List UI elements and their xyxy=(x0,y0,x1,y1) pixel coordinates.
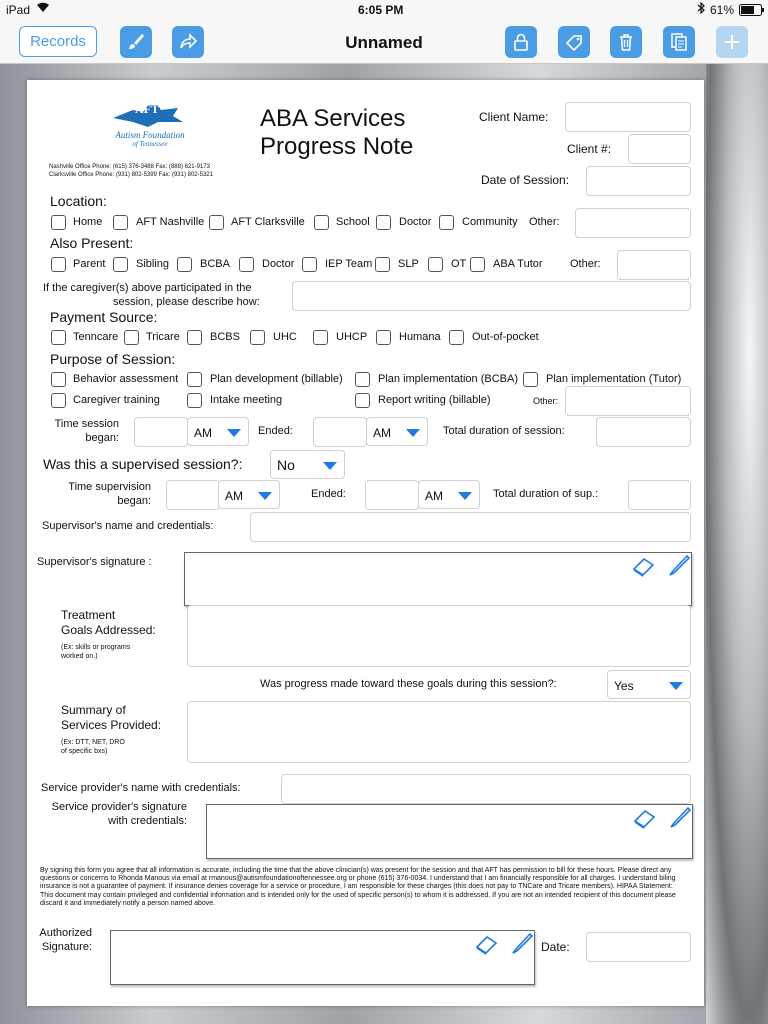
progress-select[interactable] xyxy=(607,670,691,699)
chevron-down-icon xyxy=(669,682,683,690)
chevron-down-icon xyxy=(458,492,472,500)
location-home-checkbox[interactable] xyxy=(51,215,66,230)
caregiver-description-field[interactable] xyxy=(292,281,691,311)
present-slp-label: SLP xyxy=(398,258,419,270)
sup-began-ampm-select[interactable] xyxy=(218,480,280,509)
present-ot-label: OT xyxy=(451,258,467,270)
sup-began-ampm-value: AM xyxy=(225,489,243,503)
present-sibling-checkbox[interactable] xyxy=(113,257,128,272)
location-school-checkbox[interactable] xyxy=(314,215,329,230)
records-button[interactable]: Records xyxy=(19,26,97,57)
caregiver-label-line2: session, please describe how: xyxy=(113,296,260,308)
client-number-label: Client #: xyxy=(567,142,612,156)
present-other-field[interactable] xyxy=(617,250,691,280)
present-sibling-label: Sibling xyxy=(136,258,170,270)
form-title-line2: Progress Note xyxy=(260,133,414,160)
sup-ended-time-field[interactable] xyxy=(365,480,419,510)
present-other-label: Other: xyxy=(570,258,601,270)
location-community-label: Community xyxy=(462,216,518,228)
pen-icon[interactable] xyxy=(665,553,691,579)
session-began-label-line2: began: xyxy=(85,432,119,444)
location-aft-nashville-label: AFT Nashville xyxy=(136,216,205,228)
clarksville-contact: Clarksville Office Phone: (931) 802-5399 Fax: (931) 802-5321 xyxy=(49,172,213,178)
summary-label-line1: Summary of xyxy=(61,703,126,717)
purpose-plan-development-checkbox[interactable] xyxy=(187,372,202,387)
progress-value: Yes xyxy=(614,679,634,693)
payment-tricare-checkbox[interactable] xyxy=(124,330,139,345)
provider-signature-label-line2: with credentials: xyxy=(108,815,187,827)
present-bcba-checkbox[interactable] xyxy=(177,257,192,272)
clock: 6:05 PM xyxy=(358,3,404,17)
supervisor-name-field[interactable] xyxy=(250,512,691,542)
supervised-select[interactable] xyxy=(270,450,345,479)
goals-hint-line1: (Ex: skills or programs xyxy=(61,644,131,651)
signature-tools xyxy=(631,553,691,579)
summary-field[interactable] xyxy=(187,701,691,763)
payment-heading: Payment Source: xyxy=(50,309,158,325)
battery-icon xyxy=(739,4,765,19)
present-iep-team-checkbox[interactable] xyxy=(302,257,317,272)
chevron-down-icon xyxy=(258,492,272,500)
lock-button[interactable] xyxy=(505,26,537,58)
location-other-label: Other: xyxy=(529,216,560,228)
purpose-other-field[interactable] xyxy=(565,386,691,416)
bluetooth-icon xyxy=(697,2,705,17)
supervisor-signature-label: Supervisor's signature : xyxy=(37,556,152,568)
session-duration-field[interactable] xyxy=(596,417,691,447)
toolbar xyxy=(0,20,768,64)
pen-icon[interactable] xyxy=(666,805,692,831)
wifi-icon xyxy=(36,1,50,16)
present-doctor-checkbox[interactable] xyxy=(239,257,254,272)
sup-began-time-field[interactable] xyxy=(166,480,220,510)
client-number-field[interactable] xyxy=(628,134,691,164)
authorized-label-line2: Signature: xyxy=(41,941,92,953)
trash-icon xyxy=(616,32,636,52)
purpose-behavior-assessment-label: Behavior assessment xyxy=(73,373,179,385)
purpose-report-writing-label: Report writing (billable) xyxy=(378,394,491,406)
purpose-plan-implementation-bcba-label: Plan implementation (BCBA) xyxy=(378,373,519,385)
purpose-caregiver-training-checkbox[interactable] xyxy=(51,393,66,408)
summary-label-line2: Services Provided: xyxy=(61,718,162,732)
location-community-checkbox[interactable] xyxy=(439,215,454,230)
purpose-plan-implementation-tutor-checkbox[interactable] xyxy=(523,372,538,387)
session-began-ampm-value: AM xyxy=(194,426,212,440)
date-label: Date: xyxy=(541,940,570,954)
client-name-field[interactable] xyxy=(565,102,691,132)
summary-hint-line2: of specific bxs) xyxy=(61,748,108,755)
session-ended-time-field[interactable] xyxy=(313,417,367,447)
signature-tools xyxy=(632,805,692,831)
authorized-date-field[interactable] xyxy=(586,932,691,962)
org-name: Autism Foundation xyxy=(115,130,185,140)
goals-label-line2: Goals Addressed: xyxy=(61,623,156,637)
purpose-intake-meeting-checkbox[interactable] xyxy=(187,393,202,408)
background-photo xyxy=(706,64,768,1024)
add-button[interactable] xyxy=(716,26,748,58)
session-ended-ampm-select[interactable] xyxy=(366,417,428,446)
form-title-line1: ABA Services xyxy=(260,105,406,132)
authorized-signature-box[interactable] xyxy=(110,930,535,985)
client-name-label: Client Name: xyxy=(479,110,549,124)
session-began-ampm-select[interactable] xyxy=(187,417,249,446)
document-title: Unnamed xyxy=(345,33,423,52)
purpose-plan-development-label: Plan development (billable) xyxy=(210,373,343,385)
payment-tenncare-checkbox[interactable] xyxy=(51,330,66,345)
payment-humana-label: Humana xyxy=(399,331,441,343)
payment-bcbs-checkbox[interactable] xyxy=(187,330,202,345)
location-home-label: Home xyxy=(73,216,103,228)
session-ended-ampm-value: AM xyxy=(373,426,391,440)
session-duration-label: Total duration of session: xyxy=(443,425,565,437)
location-school-label: School xyxy=(336,216,370,228)
supervised-value: No xyxy=(277,457,295,473)
org-state: of Tennessee xyxy=(132,140,168,148)
authorized-label-line1: Authorized xyxy=(39,927,92,939)
payment-uhcp-label: UHCP xyxy=(336,331,368,343)
present-bcba-label: BCBA xyxy=(200,258,230,270)
location-aft-nashville-checkbox[interactable] xyxy=(113,215,128,230)
tag-icon xyxy=(564,32,584,52)
present-slp-checkbox[interactable] xyxy=(375,257,390,272)
payment-out-of-pocket-label: Out-of-pocket xyxy=(472,331,539,343)
pen-icon[interactable] xyxy=(508,931,534,957)
eraser-icon[interactable] xyxy=(474,931,500,957)
session-date-label: Date of Session: xyxy=(481,173,570,187)
lock-icon xyxy=(511,32,531,52)
purpose-intake-meeting-label: Intake meeting xyxy=(210,394,283,406)
status-bar xyxy=(0,0,768,20)
purpose-other-label: Other: xyxy=(533,396,559,406)
payment-uhc-label: UHC xyxy=(273,331,297,343)
sup-ended-ampm-select[interactable] xyxy=(418,480,480,509)
purpose-plan-implementation-bcba-checkbox[interactable] xyxy=(355,372,370,387)
purpose-heading: Purpose of Session: xyxy=(50,351,176,367)
progress-question: Was progress made toward these goals during this session?: xyxy=(260,678,557,690)
present-ot-checkbox[interactable] xyxy=(428,257,443,272)
present-parent-checkbox[interactable] xyxy=(51,257,66,272)
location-aft-clarksville-label: AFT Clarksville xyxy=(231,216,305,228)
present-aba-tutor-checkbox[interactable] xyxy=(470,257,485,272)
sup-ended-label: Ended: xyxy=(311,488,346,500)
tag-button[interactable] xyxy=(558,26,590,58)
summary-hint-line1: (Ex: DTT, NET, DRO xyxy=(61,739,125,746)
payment-bcbs-label: BCBS xyxy=(210,331,240,343)
chevron-down-icon xyxy=(323,462,337,470)
supervised-question: Was this a supervised session?: xyxy=(43,456,243,472)
provider-name-label: Service provider's name with credentials: xyxy=(41,782,241,794)
eraser-icon[interactable] xyxy=(631,553,657,579)
purpose-behavior-assessment-checkbox[interactable] xyxy=(51,372,66,387)
trash-button[interactable] xyxy=(610,26,642,58)
aft-logo xyxy=(103,100,193,150)
goals-label-line1: Treatment xyxy=(61,608,116,622)
session-began-label-line1: Time session xyxy=(54,418,119,430)
device-name: iPad xyxy=(6,3,31,17)
chevron-down-icon xyxy=(406,429,420,437)
supervisor-signature-box[interactable] xyxy=(184,552,692,606)
add-icon xyxy=(722,32,742,52)
copy-button[interactable] xyxy=(663,26,695,58)
session-began-time-field[interactable] xyxy=(134,417,188,447)
location-doctor-label: Doctor xyxy=(399,216,432,228)
also-present-heading: Also Present: xyxy=(50,235,134,251)
payment-out-of-pocket-checkbox[interactable] xyxy=(449,330,464,345)
payment-uhc-checkbox[interactable] xyxy=(250,330,265,345)
caregiver-label-line1: If the caregiver(s) above participated in the xyxy=(43,282,252,294)
payment-humana-checkbox[interactable] xyxy=(376,330,391,345)
provider-signature-label-line1: Service provider's signature xyxy=(51,801,187,813)
goals-field[interactable] xyxy=(187,605,691,667)
sup-began-label-line1: Time supervision xyxy=(68,481,151,493)
sup-duration-label: Total duration of sup.: xyxy=(493,488,599,500)
present-parent-label: Parent xyxy=(73,258,106,270)
session-ended-label: Ended: xyxy=(258,425,293,437)
logo-text: AFT xyxy=(135,102,159,116)
location-doctor-checkbox[interactable] xyxy=(376,215,391,230)
payment-uhcp-checkbox[interactable] xyxy=(313,330,328,345)
purpose-plan-implementation-tutor-label: Plan implementation (Tutor) xyxy=(546,373,682,385)
present-iep-team-label: IEP Team xyxy=(325,258,373,270)
session-date-field[interactable] xyxy=(586,166,691,196)
location-heading: Location: xyxy=(50,193,107,209)
form-page xyxy=(27,80,704,1006)
disclaimer-text: By signing this form you agree that all information is accurate, including the time that the above clinician(s) was present for the session and that AFT has permission to bill for these hours. Please direct any questions or concerns to Rhonda Manous via email at rmanous@autismfoundationoftennessee.org or phone (615) 376-0034. I understand that I am financially responsible for all charges. I understand biling insurance is not a guarantee of payment. If insurance denies coverage for a service or procedure, I am responsible for these charges (this does not pay to TNCare and Tricare members). HIPAA Statement: This document may contain privileged and confidential information and is intended only for the used of specific person(s) to whom it is addressed. If you are not an intended recipient of this document please discard it and immediately notify a person named above. xyxy=(40,867,676,907)
sup-duration-field[interactable] xyxy=(628,480,691,510)
sup-ended-ampm-value: AM xyxy=(425,489,443,503)
purpose-caregiver-training-label: Caregiver training xyxy=(73,394,160,406)
battery-percent: 61% xyxy=(710,3,735,17)
location-other-field[interactable] xyxy=(575,208,691,238)
chevron-down-icon xyxy=(227,429,241,437)
present-aba-tutor-label: ABA Tutor xyxy=(493,258,543,270)
goals-hint-line2: worked on.) xyxy=(61,653,98,660)
nashville-contact: Nashville Office Phone: (615) 376-3488 Fax: (888) 621-9173 xyxy=(49,164,210,170)
supervisor-name-label: Supervisor's name and credentials: xyxy=(42,520,214,532)
payment-tricare-label: Tricare xyxy=(146,331,180,343)
eraser-icon[interactable] xyxy=(632,805,658,831)
present-doctor-label: Doctor xyxy=(262,258,295,270)
copy-icon xyxy=(669,32,689,52)
sup-began-label-line2: began: xyxy=(117,495,151,507)
provider-name-field[interactable] xyxy=(281,774,691,804)
payment-tenncare-label: Tenncare xyxy=(73,331,119,343)
purpose-report-writing-checkbox[interactable] xyxy=(355,393,370,408)
signature-tools xyxy=(474,931,534,957)
provider-signature-box[interactable] xyxy=(206,804,693,859)
location-aft-clarksville-checkbox[interactable] xyxy=(209,215,224,230)
